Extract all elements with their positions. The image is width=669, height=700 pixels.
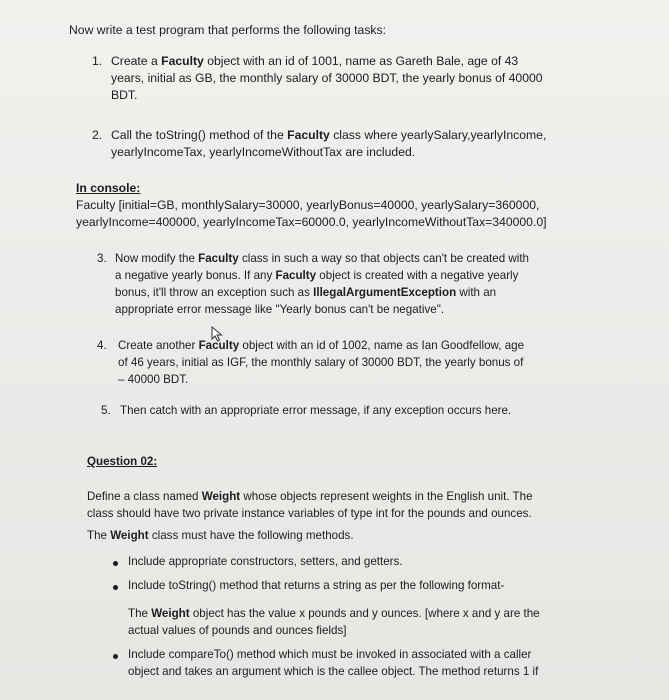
task-number: 2. [92,128,103,142]
task-4-line-2: of 46 years, initial as IGF, the monthly salary of 30000 BDT, the yearly bonus of [118,356,524,369]
bullet-icon [113,585,118,590]
format-line-2: actual values of pounds and ounces fields] [128,624,347,637]
task-3-line-4: appropriate error message like "Yearly bonus can't be negative". [115,303,445,316]
question-para-line-1: Define a class named Weight whose objects represent weights in the English unit. The [87,490,533,503]
bullet-item: Include toString() method that returns a string as per the following format- [128,579,505,592]
question-para-line-2: class should have two private instance variables of type int for the pounds and ounces. [87,507,532,520]
format-line-1: The Weight object has the value x pounds and y ounces. [where x and y are the [128,607,540,620]
bullet-item-line-1: Include compareTo() method which must be invoked in associated with a caller [128,648,532,661]
task-1-line-2: years, initial as GB, the monthly salary of 30000 BDT, the yearly bonus of 40000 [111,71,543,85]
bullet-icon [113,561,118,566]
task-1-line-3: BDT. [111,88,138,102]
question-para-line-3: The Weight class must have the following methods. [87,529,354,542]
task-3-line-3: bonus, it'll throw an exception such as IllegalArgumentException with an [115,286,497,299]
task-number: 3. [97,252,107,265]
console-output-line-2: yearlyIncome=400000, yearlyIncomeTax=60000.0, yearlyIncomeWithoutTax=340000.0] [76,215,547,229]
task-4-line-3: – 40000 BDT. [118,373,189,386]
task-number: 5. [101,404,111,417]
task-3-line-2: a negative yearly bonus. If any Faculty object is created with a negative yearly [115,269,519,282]
task-number: 1. [92,54,103,68]
question-heading: Question 02: [87,455,158,468]
intro-text: Now write a test program that performs the following tasks: [69,23,386,37]
bullet-item: Include appropriate constructors, setters, and getters. [128,555,403,568]
bullet-item-line-2: object and takes an argument which is the callee object. The method returns 1 if [128,665,539,678]
bullet-icon [113,654,118,659]
task-3-line-1: Now modify the Faculty class in such a way so that objects can't be created with [115,252,529,265]
console-heading: In console: [76,181,141,195]
task-1-line-1: Create a Faculty object with an id of 1001, name as Gareth Bale, age of 43 [111,54,519,68]
task-4-line-1: Create another Faculty object with an id of 1002, name as Ian Goodfellow, age [118,339,525,352]
task-number: 4. [97,339,107,352]
task-2-line-1: Call the toString() method of the Faculty class where yearlySalary,yearlyIncome, [111,128,547,142]
console-output-line-1: Faculty [initial=GB, monthlySalary=30000, yearlyBonus=40000, yearlySalary=360000, [76,198,540,212]
task-5-line-1: Then catch with an appropriate error message, if any exception occurs here. [120,404,512,417]
task-2-line-2: yearlyIncomeTax, yearlyIncomeWithoutTax are included. [111,145,416,159]
